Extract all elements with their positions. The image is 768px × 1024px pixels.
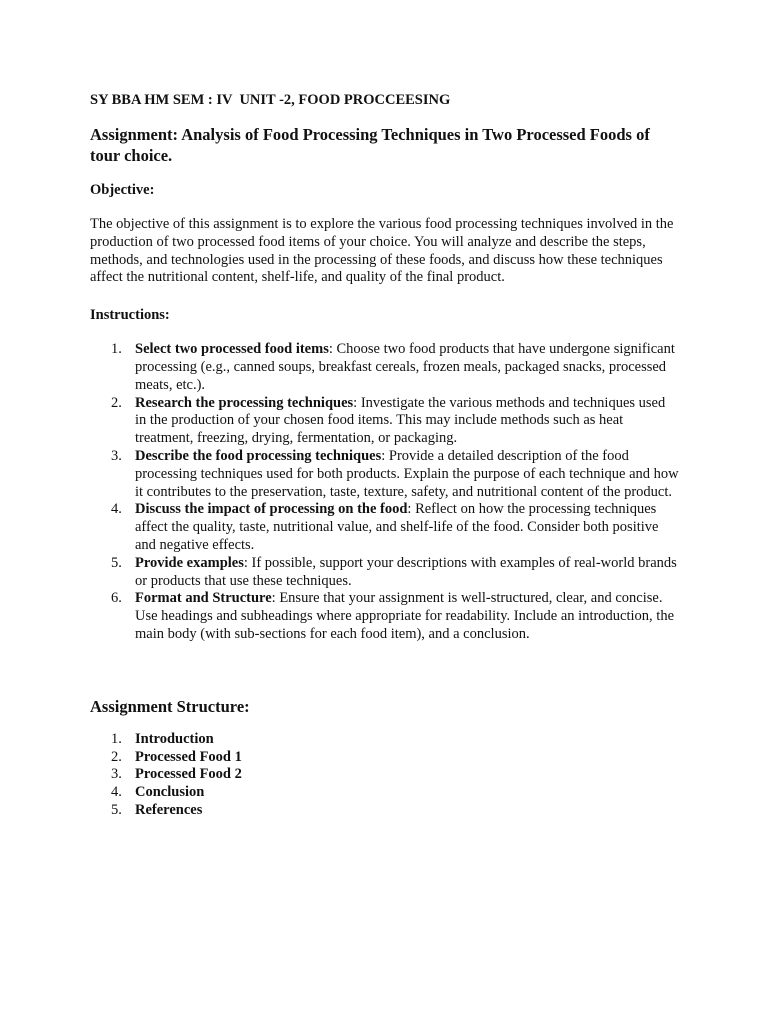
structure-item	[90, 766, 680, 784]
instruction-term: Research the processing techniques	[135, 394, 354, 411]
instruction-text: : Provide a detailed description of the food processing techniques used for both products. Explain the purpose of each technique and how it contributes to the preservation, taste, texture, safety, and nutritional content of the product.	[135, 447, 679, 500]
instruction-text: : Ensure that your assignment is well-structured, clear, and concise. Use headings and subheadings where appropriate for readability. Include an introduction, the main body (with sub-sections for each food item), and a conclusion.	[135, 590, 675, 642]
structure-label: Conclusion	[135, 784, 205, 801]
list-number: 1.	[111, 341, 122, 358]
structure-heading: Assignment Structure:	[90, 696, 250, 716]
structure-label: Processed Food 1	[135, 748, 242, 765]
list-number: 5.	[111, 554, 122, 571]
instruction-term: Provide examples	[135, 554, 244, 571]
course-header: SY BBA HM SEM : IV UNIT -2, FOOD PROCCEESING	[90, 92, 451, 108]
structure-item	[90, 802, 680, 820]
list-number: 4.	[111, 501, 122, 518]
structure-item	[90, 731, 680, 749]
instruction-text: : Choose two food products that have undergone significant processing (e.g., canned soups, breakfast cereals, frozen meals, packaged snacks, processed meats, etc.).	[135, 341, 675, 393]
list-number: 5.	[111, 801, 122, 818]
objective-paragraph: The objective of this assignment is to explore the various food processing techniques involved in the production of two processed food items of your choice. You will analyze and describe the steps, methods, and technologies used in the processing of these foods, and discuss how these techniques affect the nutritional content, shelf-life, and quality of the final product.	[90, 216, 674, 286]
instruction-item	[90, 501, 680, 554]
instructions-list	[90, 341, 680, 644]
assignment-title: Assignment: Analysis of Food Processing Techniques in Two Processed Foods of tour choice.	[90, 125, 650, 165]
instruction-item	[90, 448, 680, 501]
list-number: 2.	[111, 748, 122, 765]
structure-item	[90, 749, 680, 767]
instruction-item	[90, 395, 680, 448]
instruction-text: : Reflect on how the processing techniques affect the quality, taste, nutritional value, and shelf-life of the food. Consider both positive and negative effects.	[135, 501, 659, 553]
structure-label: References	[135, 801, 203, 818]
instruction-item	[90, 341, 680, 394]
instruction-text: : Investigate the various methods and techniques used in the production of your chosen food items. This may include methods such as heat treatment, freezing, drying, fermentation, or packaging.	[135, 394, 666, 447]
instructions-heading: Instructions:	[90, 307, 170, 324]
instruction-term: Format and Structure	[135, 590, 272, 607]
list-number: 3.	[111, 766, 122, 783]
list-number: 4.	[111, 784, 122, 801]
list-number: 1.	[111, 730, 122, 747]
list-number: 6.	[111, 590, 122, 607]
document-page	[90, 90, 680, 820]
structure-label: Processed Food 2	[135, 766, 242, 783]
structure-item	[90, 784, 680, 802]
instruction-term: Describe the food processing techniques	[135, 447, 382, 464]
instruction-term: Select two processed food items	[135, 341, 329, 358]
structure-list	[90, 731, 680, 820]
objective-heading: Objective:	[90, 182, 155, 198]
list-number: 3.	[111, 447, 122, 464]
instruction-item	[90, 555, 680, 591]
instruction-term: Discuss the impact of processing on the food	[135, 501, 408, 518]
instruction-item	[90, 590, 680, 643]
instruction-text: : If possible, support your descriptions with examples of real-world brands or products that use these techniques.	[135, 554, 677, 589]
list-number: 2.	[111, 394, 122, 411]
structure-label: Introduction	[135, 730, 214, 747]
